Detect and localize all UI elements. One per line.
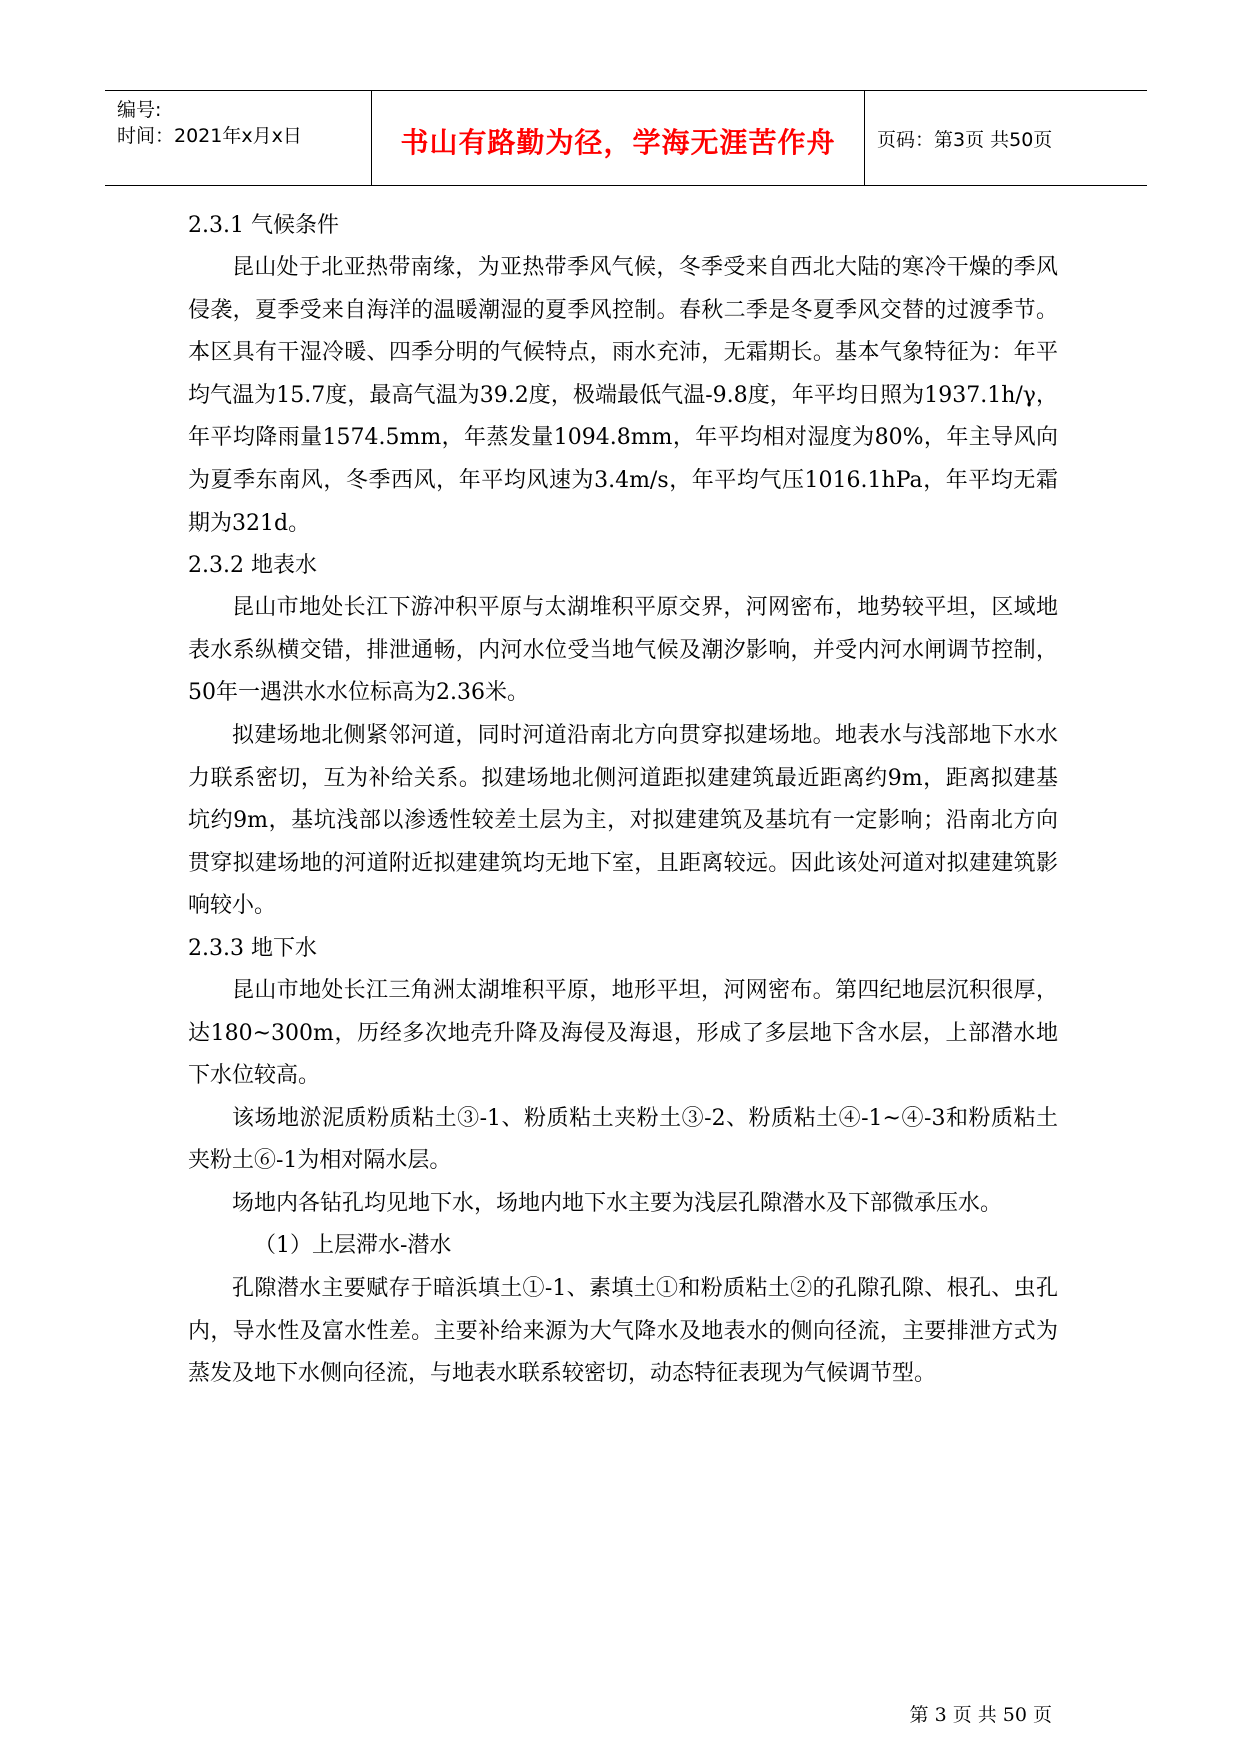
header-page-cell: [865, 91, 1147, 185]
page-footer-number: 第 3 页 共 50 页: [909, 1704, 1052, 1726]
header-page-info: 页码：第3页 共50页: [877, 129, 1053, 151]
section-heading-groundwater: 2.3.3 地下水: [188, 935, 317, 961]
subsection-heading-perched-water: （1）上层滞水-潜水: [254, 1233, 452, 1259]
page-header: [105, 90, 1147, 186]
paragraph-perched-water: 孔隙潜水主要赋存于暗浜填土①-1、素填土①和粉质粘土②的孔隙孔隙、根孔、虫孔内，导水性及富水性差。主要补给来源为大气降水及地表水的侧向径流，主要排泄方式为蒸发及地下水侧向径流，与地表水联系较密切，动态特征表现为气候调节型。: [188, 1276, 1058, 1387]
document-body: [188, 205, 1058, 1396]
header-info-cell: [105, 91, 372, 185]
paragraph-groundwater-1: 昆山市地处长江三角洲太湖堆积平原，地形平坦，河网密布。第四纪地层沉积很厚，达180~300m，历经多次地壳升降及海侵及海退，形成了多层地下含水层，上部潜水地下水位较高。: [188, 977, 1058, 1089]
paragraph-groundwater-3: 场地内各钻孔均见地下水，场地内地下水主要为浅层孔隙潜水及下部微承压水。: [232, 1190, 1003, 1216]
paragraph-climate: 昆山处于北亚热带南缘，为亚热带季风气候，冬季受来自西北大陆的寒冷干燥的季风侵袭，夏季受来自海洋的温暖潮湿的夏季风控制。春秋二季是冬夏季风交替的过渡季节。本区具有干湿冷暖、四季分明的气候特点，雨水充沛，无霜期长。基本气象特征为：年平均气温为15.7度，最高气温为39.2度，极端最低气温-9.8度，年平均日照为1937.1h/γ，年平均降雨量1574.5mm，年蒸发量1094.8mm，年平均相对湿度为80%，年主导风向为夏季东南风，冬季西风，年平均风速为3.4m/s，年平均气压1016.1hPa，年平均无霜期为321d。: [188, 255, 1058, 536]
section-heading-surface-water: 2.3.2 地表水: [188, 553, 317, 579]
paragraph-groundwater-2: 该场地淤泥质粉质粘土③-1、粉质粘土夹粉土③-2、粉质粘土④-1~④-3和粉质粘土夹粉土⑥-1为相对隔水层。: [188, 1105, 1058, 1174]
header-motto: 书山有路勤为径，学海无涯苦作舟: [400, 126, 836, 159]
document-time-label: 时间：2021年x月x日: [117, 125, 302, 147]
section-heading-climate: 2.3.1 气候条件: [188, 213, 339, 238]
paragraph-surface-water-2: 拟建场地北侧紧邻河道，同时河道沿南北方向贯穿拟建场地。地表水与浅部地下水水力联系密切，互为补给关系。拟建场地北侧河道距拟建建筑最近距离约9m，距离拟建基坑约9m，基坑浅部以渗透性较差土层为主，对拟建建筑及基坑有一定影响；沿南北方向贯穿拟建场地的河道附近拟建建筑均无地下室，且距离较远。因此该处河道对拟建建筑影响较小。: [188, 722, 1058, 919]
paragraph-surface-water-1: 昆山市地处长江下游冲积平原与太湖堆积平原交界，河网密布，地势较平坦，区域地表水系纵横交错，排泄通畅，内河水位受当地气候及潮汐影响，并受内河水闸调节控制，50年一遇洪水水位标高为2.36米。: [188, 595, 1058, 706]
document-number-label: 编号:: [117, 99, 162, 121]
header-motto-cell: [372, 91, 865, 185]
